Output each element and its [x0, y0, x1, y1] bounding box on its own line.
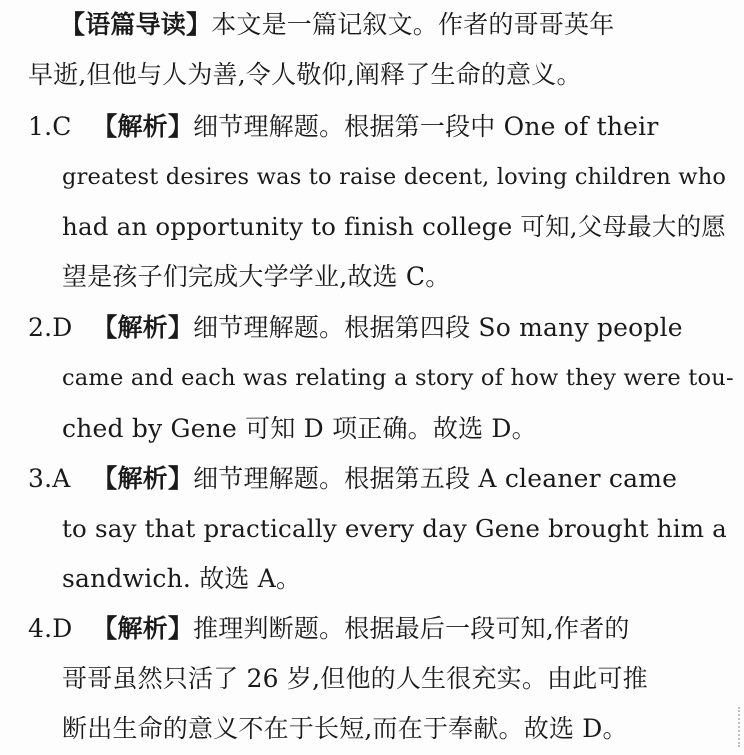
q2-tag: 【解析】 [92, 313, 194, 342]
q2-line-1 [28, 311, 683, 345]
q4-line-3: 断出生命的意义不在于长短,而在于奉献。故选 D。 [62, 714, 628, 743]
q3-line-3: sandwich. 故选 A。 [62, 564, 302, 593]
q2-text-1: 细节理解题。根据第四段 So many people [193, 313, 683, 342]
q1-text-1: 细节理解题。根据第一段中 One of their [193, 112, 659, 141]
q4-line-2: 哥哥虽然只活了 26 岁,但他的人生很充实。由此可推 [62, 664, 648, 693]
scan-artifact [724, 707, 740, 747]
intro-line-1 [60, 8, 614, 42]
q4-tag: 【解析】 [92, 614, 194, 643]
q4-answer: D [52, 614, 73, 643]
q3-line-2: to say that practically every day Gene brought him a [62, 514, 727, 543]
q2-answer: D [52, 313, 73, 342]
q4-line-1 [28, 612, 630, 646]
q1-number: 1. [28, 112, 53, 141]
q1-line-1 [28, 110, 659, 144]
q2-line-3: ched by Gene 可知 D 项正确。故选 D。 [62, 414, 537, 443]
q3-line-1 [28, 462, 677, 496]
intro-label: 【语篇导读】 [60, 10, 212, 39]
q1-line-3: had an opportunity to finish college 可知,父母最大的愿 [62, 212, 726, 241]
intro-line-2: 早逝,但他与人为善,令人敬仰,阐释了生命的意义。 [28, 60, 582, 89]
q1-answer: C [52, 112, 72, 141]
q4-text-1: 推理判断题。根据最后一段可知,作者的 [193, 614, 630, 643]
q2-line-2: came and each was relating a story of how they were tou- [62, 365, 734, 391]
q1-line-4: 望是孩子们完成大学学业,故选 C。 [62, 262, 451, 291]
q4-number: 4. [28, 614, 53, 643]
q2-number: 2. [28, 313, 53, 342]
intro-text-1: 本文是一篇记叙文。作者的哥哥英年 [211, 10, 615, 39]
q1-line-2: greatest desires was to raise decent, loving children who [62, 164, 727, 190]
q3-number: 3. [28, 464, 53, 493]
q3-answer: A [52, 464, 71, 493]
q3-tag: 【解析】 [92, 464, 194, 493]
q1-tag: 【解析】 [92, 112, 194, 141]
q3-text-1: 细节理解题。根据第五段 A cleaner came [193, 464, 678, 493]
